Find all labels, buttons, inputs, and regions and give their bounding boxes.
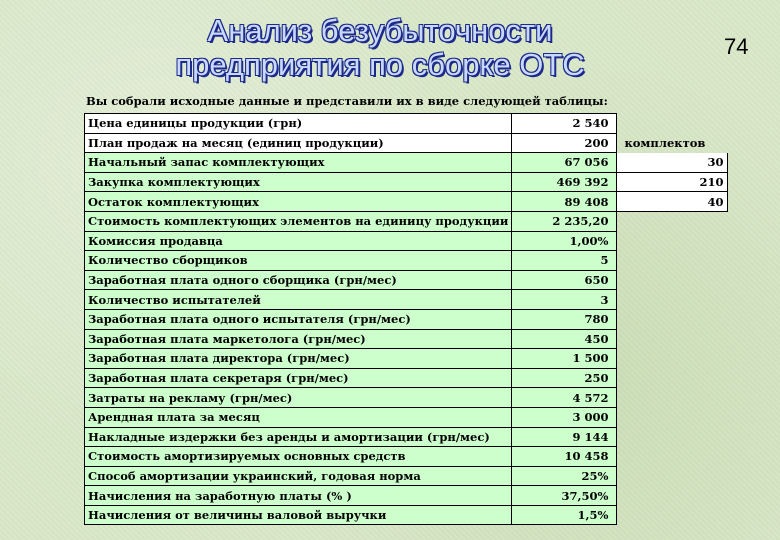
table-intro: Вы собрали исходные данные и представили их в виде следующей таблицы: [86, 94, 608, 108]
row-label: Затраты на рекламу (грн/мес) [85, 388, 512, 408]
row-value: 200 [512, 133, 617, 153]
row-label: Начисления от величины валовой выручки [85, 505, 512, 525]
row-value: 89 408 [512, 192, 617, 212]
table-row [85, 133, 728, 153]
row-extra [617, 466, 728, 486]
row-value: 2 540 [512, 114, 617, 134]
table-row [85, 349, 728, 369]
row-label: Заработная плата одного сборщика (грн/мес) [85, 270, 512, 290]
table-row [85, 231, 728, 251]
row-value: 650 [512, 270, 617, 290]
row-extra [617, 211, 728, 231]
row-extra [617, 309, 728, 329]
table-row [85, 309, 728, 329]
row-value: 67 056 [512, 153, 617, 173]
row-value: 25% [512, 466, 617, 486]
table-row [85, 192, 728, 212]
row-value: 10 458 [512, 447, 617, 467]
row-extra [617, 231, 728, 251]
row-value: 469 392 [512, 172, 617, 192]
row-label: Начальный запас комплектующих [85, 153, 512, 173]
input-data-table [84, 113, 728, 525]
row-label: Количество сборщиков [85, 251, 512, 271]
table-row [85, 153, 728, 173]
row-label: Заработная плата директора (грн/мес) [85, 349, 512, 369]
table-row [85, 427, 728, 447]
row-label: Комиссия продавца [85, 231, 512, 251]
row-extra [617, 368, 728, 388]
table-row [85, 172, 728, 192]
table-row [85, 251, 728, 271]
row-value: 1,00% [512, 231, 617, 251]
row-extra [617, 270, 728, 290]
row-extra [617, 505, 728, 525]
row-value: 1,5% [512, 505, 617, 525]
row-label: Стоимость комплектующих элементов на единицу продукции [85, 211, 512, 231]
row-extra [617, 407, 728, 427]
row-extra [617, 486, 728, 506]
table-row [85, 466, 728, 486]
table-row [85, 407, 728, 427]
row-value: 450 [512, 329, 617, 349]
row-extra: 30 [617, 153, 728, 173]
table-row [85, 290, 728, 310]
row-value: 250 [512, 368, 617, 388]
title-line-2: предприятия по сборке ОТС [175, 47, 585, 82]
page-number: 74 [724, 34, 749, 59]
table-row [85, 329, 728, 349]
row-value: 3 000 [512, 407, 617, 427]
row-extra [617, 251, 728, 271]
table-row [85, 114, 728, 134]
row-value: 2 235,20 [512, 211, 617, 231]
row-value: 9 144 [512, 427, 617, 447]
row-label: Стоимость амортизируемых основных средств [85, 447, 512, 467]
row-value: 5 [512, 251, 617, 271]
row-label: Остаток комплектующих [85, 192, 512, 212]
row-label: Цена единицы продукции (грн) [85, 114, 512, 134]
row-extra: 40 [617, 192, 728, 212]
row-extra [617, 447, 728, 467]
row-label: План продаж на месяц (единиц продукции) [85, 133, 512, 153]
title-line-1: Анализ безубыточности [207, 13, 553, 48]
row-value: 1 500 [512, 349, 617, 369]
row-label: Заработная плата одного испытателя (грн/мес) [85, 309, 512, 329]
table-row [85, 368, 728, 388]
table-row [85, 447, 728, 467]
row-value: 37,50% [512, 486, 617, 506]
row-label: Заработная плата секретаря (грн/мес) [85, 368, 512, 388]
table-row [85, 486, 728, 506]
row-extra [617, 114, 728, 134]
row-unit-note: комплектов [624, 135, 706, 150]
row-label: Количество испытателей [85, 290, 512, 310]
row-extra [617, 290, 728, 310]
row-value: 780 [512, 309, 617, 329]
table-row [85, 211, 728, 231]
row-label: Начисления на заработную платы (% ) [85, 486, 512, 506]
row-extra [617, 329, 728, 349]
table-row [85, 270, 728, 290]
slide-title [140, 14, 620, 82]
row-extra [617, 427, 728, 447]
row-label: Арендная плата за месяц [85, 407, 512, 427]
row-label: Способ амортизации украинский, годовая норма [85, 466, 512, 486]
table-row [85, 505, 728, 525]
row-value: 3 [512, 290, 617, 310]
row-label: Закупка комплектующих [85, 172, 512, 192]
row-label: Заработная плата маркетолога (грн/мес) [85, 329, 512, 349]
table-row [85, 388, 728, 408]
row-label: Накладные издержки без аренды и амортизации (грн/мес) [85, 427, 512, 447]
row-value: 4 572 [512, 388, 617, 408]
row-extra: 210 [617, 172, 728, 192]
row-extra [617, 349, 728, 369]
row-extra [617, 388, 728, 408]
